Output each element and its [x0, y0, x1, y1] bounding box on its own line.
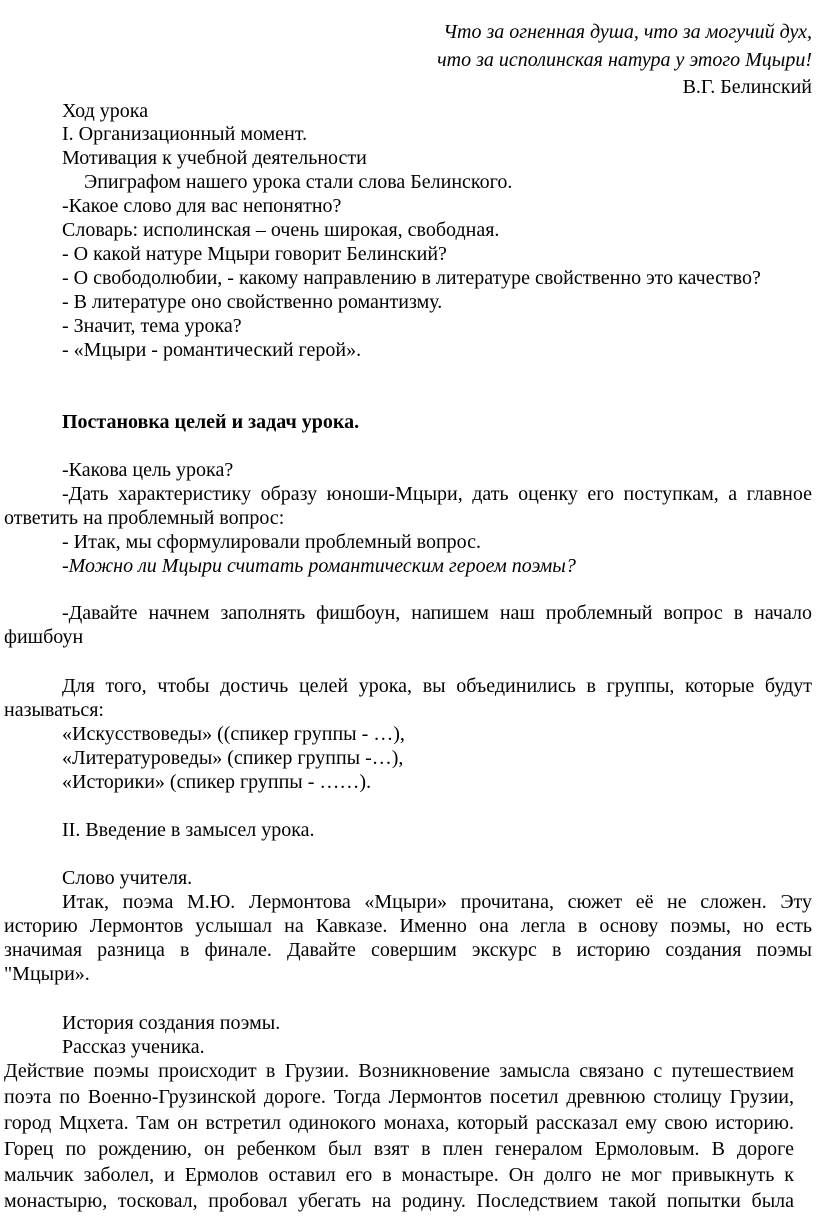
history-line-2: поэта по Военно-Грузинской дороге. Тогда Лермонтов посетил древнюю столицу Грузии,: [4, 1086, 794, 1108]
history-line-5: мальчик заболел, и Ермолов оставил его в монастыре. Он долго не мог привыкнуть к: [4, 1164, 794, 1186]
question-unclear-word: -Какое слово для вас непонятно?: [62, 195, 342, 217]
section-organizational: I. Организационный момент.: [62, 123, 308, 145]
goal-answer-line-2: ответить на проблемный вопрос:: [4, 507, 285, 529]
formulated-question-line: - Итак, мы сформулировали проблемный вопрос.: [62, 531, 482, 553]
epigraph-line-2: что за исполинская натура у этого Мцыри!: [437, 49, 812, 71]
student-story: Рассказ ученика.: [62, 1036, 205, 1058]
question-nature: - О какой натуре Мцыри говорит Белинский?: [62, 243, 447, 265]
history-heading: История создания поэмы.: [62, 1012, 281, 1034]
teacher-word: Слово учителя.: [62, 867, 193, 889]
epigraph-line-1: Что за огненная душа, что за могучий дух,: [443, 21, 812, 43]
intro-paragraph-line-2: историю Лермонтов услышал на Кавказе. Именно она легла в основу поэмы, но есть: [4, 915, 812, 937]
fishbone-line-2: фишбоун: [4, 626, 84, 648]
fishbone-line-1: -Давайте начнем заполнять фишбоун, напишем наш проблемный вопрос в начало: [62, 602, 812, 624]
lesson-heading: Ход урока: [62, 100, 149, 122]
history-line-1: Действие поэмы происходит в Грузии. Возникновение замысла связано с путешествием: [4, 1060, 794, 1082]
intro-paragraph-line-3: значимая разница в финале. Давайте совершим экскурс в историю создания поэмы: [4, 939, 812, 961]
problem-question: -Можно ли Мцыри считать романтическим героем поэмы?: [62, 555, 576, 577]
vocabulary-line: Словарь: исполинская – очень широкая, свободная.: [62, 219, 500, 241]
goal-answer-line-1: -Дать характеристику образу юноши-Мцыри, дать оценку его поступкам, а главное: [62, 483, 812, 505]
question-goal: -Какова цель урока?: [62, 459, 234, 481]
history-line-3: город Мцхета. Там он встретил одинокого монаха, который рассказал ему свою историю.: [4, 1112, 794, 1134]
question-topic: - Значит, тема урока?: [62, 315, 242, 337]
intro-paragraph-line-4: "Мцыри».: [4, 963, 90, 985]
epigraph-author: В.Г. Белинский: [682, 76, 812, 98]
answer-topic: - «Мцыри - романтический герой».: [62, 339, 362, 361]
question-direction: - О свободолюбии, - какому направлению в литературе свойственно это качество?: [62, 267, 761, 289]
epigraph-note: Эпиграфом нашего урока стали слова Белинского.: [84, 171, 513, 193]
history-line-6: монастырю, тосковал, пробовал убегать на родину. Последствием такой попытки была: [4, 1190, 794, 1212]
history-line-4: Горец по рождению, он ребенком был взят в плен генералом Ермоловым. В дороге: [4, 1138, 794, 1160]
goals-heading: Постановка целей и задач урока.: [62, 411, 360, 433]
group-art-historians: «Искусствоведы» ((спикер группы - …),: [62, 723, 405, 745]
groups-line-2: называться:: [4, 699, 104, 721]
answer-romanticism: - В литературе оно свойственно романтизму.: [62, 291, 443, 313]
intro-heading: II. Введение в замысел урока.: [62, 819, 315, 841]
intro-paragraph-line-1: Итак, поэма М.Ю. Лермонтова «Мцыри» прочитана, сюжет её не сложен. Эту: [62, 891, 812, 913]
groups-line-1: Для того, чтобы достичь целей урока, вы объединились в группы, которые будут: [62, 675, 812, 697]
group-historians: «Историки» (спикер группы - ……).: [62, 771, 372, 793]
motivation-line: Мотивация к учебной деятельности: [62, 147, 367, 169]
group-literary-critics: «Литературоведы» (спикер группы -…),: [62, 747, 404, 769]
